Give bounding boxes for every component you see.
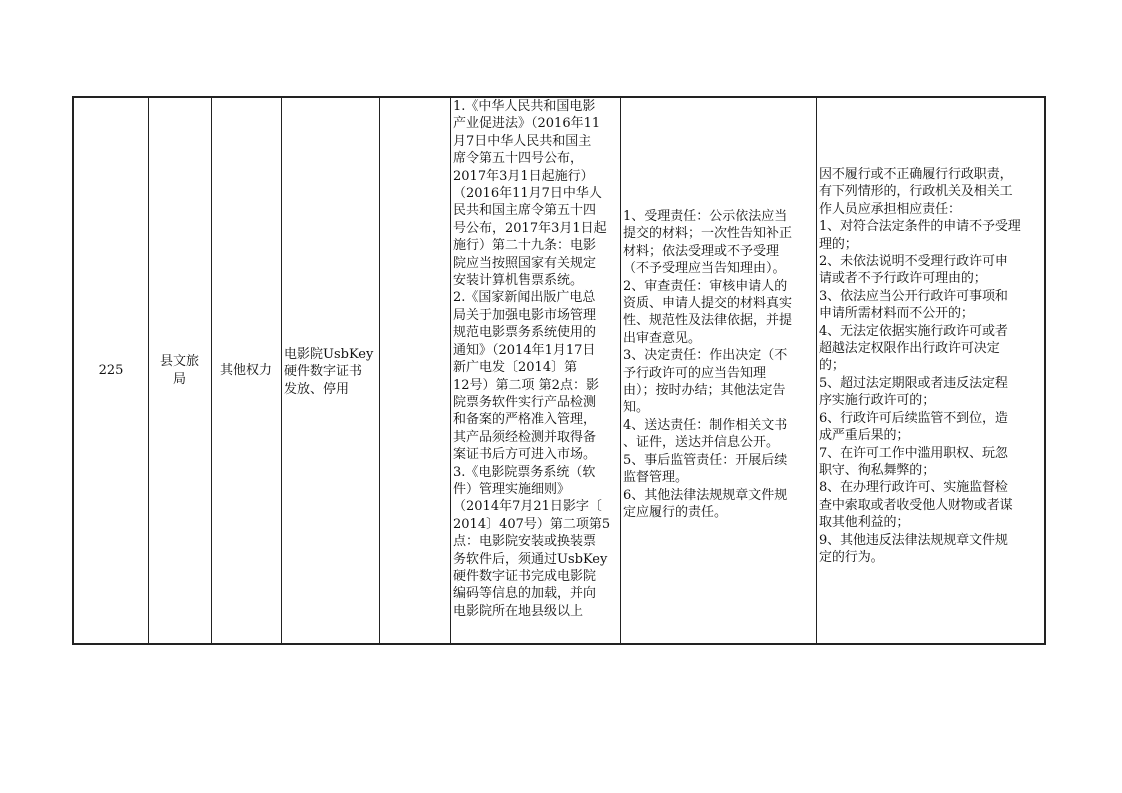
duty-line: 提交的材料；一次性告知补正 [623,226,793,242]
legal-basis-line: （2014年7月21日影字〔 [453,499,602,515]
duty-text [623,208,813,521]
accountability-line: 有下列情形的，行政机关及相关工 [819,184,1013,200]
legal-basis-line: 2.《国家新闻出版广电总 [453,290,596,306]
accountability-line: 8、在办理行政许可、实施监督检 [819,480,1008,496]
duty-line: 由）；按时办结；其他法定告 [623,383,786,399]
duty-line: 予行政许可的应当告知理 [623,365,767,381]
legal-basis-line: 新广电发〔2014〕第 [453,360,578,376]
accountability-line: 职守、徇私舞弊的； [819,462,936,478]
legal-basis-line: 通知》（2014年1月17日 [453,342,596,358]
legal-basis-line: 2017年3月1日起施行） [453,168,594,184]
duty-line: 监督管理。 [623,470,689,486]
duty-line: 5、事后监管责任：开展后续 [623,452,788,468]
duty-line: 、证件，送达并信息公开。 [623,435,780,451]
legal-basis-line: 务软件后，须通过UsbKey [453,551,608,567]
accountability-text [819,166,1043,566]
duty-line: 6、其他法律法规规章文件规 [623,487,788,503]
legal-basis-line: 号公布，2017年3月1日起 [453,220,607,236]
accountability-line: 4、无法定依据实施行政许可或者 [819,323,1008,339]
duty-line: 知。 [623,400,650,416]
duty-line: 3、决定责任：作出决定（不 [623,348,788,364]
accountability-line: 请或者不予行政许可理由的； [819,271,987,287]
power-type-cell [211,98,281,643]
accountability-line: 5、超过法定期限或者违反法定程 [819,375,1008,391]
accountability-line: 2、未依法说明不受理行政许可申 [819,254,1008,270]
legal-basis-line: 件）管理实施细则》 [453,481,571,497]
legal-basis-text [453,98,617,620]
department-name: 县文旅局 [159,354,199,387]
accountability-line: 的； [819,358,845,374]
accountability-line: 作人员应承担相应责任： [819,201,961,217]
duty-cell [620,98,816,643]
row-number-cell [74,98,148,643]
accountability-cell [816,98,1046,643]
legal-basis-line: 案证书后方可进入市场。 [453,447,597,463]
legal-basis-line: 点：电影院安装或换装票 [453,534,597,550]
accountability-line: 理的； [819,236,858,252]
duty-line: 性、规范性及法律依据，并提 [623,313,793,329]
legal-basis-line: 施行）第二十九条：电影 [453,238,597,254]
duty-line: 出审查意见。 [623,330,702,346]
duty-line: 1、受理责任：公示依法应当 [623,209,788,224]
item-name [284,346,377,398]
accountability-line: 申请所需材料而不公开的； [819,306,974,322]
item-code-cell [379,98,450,643]
legal-basis-line: 3.《电影院票务系统（软 [453,464,596,480]
accountability-line: 取其他利益的； [819,515,910,531]
legal-basis-line: 产业促进法》（2016年11 [453,116,601,132]
legal-basis-line: 2014〕407号）第二项第5 [453,516,611,532]
legal-basis-line: 民共和国主席令第五十四 [453,203,597,219]
legal-basis-line: 席令第五十四号公布， [453,151,584,167]
accountability-line: 成严重后果的； [819,428,910,444]
table-row [72,96,1046,645]
item-name-line: 电影院UsbKey [284,347,374,362]
accountability-line: 定的行为。 [819,549,884,565]
legal-basis-line: 电影院所在地县级以上 [453,603,584,619]
legal-basis-line: 局关于加强电影市场管理 [453,307,597,323]
legal-basis-line: 其产品须经检测并取得备 [453,429,597,445]
legal-basis-line: 1.《中华人民共和国电影 [453,99,596,114]
department-cell [148,98,211,643]
accountability-line: 6、行政许可后续监管不到位，造 [819,410,1008,426]
duty-line: 定应履行的责任。 [623,504,728,520]
duty-line: 4、送达责任：制作相关文书 [623,417,788,433]
duty-line: 资质、申请人提交的材料真实 [623,296,793,312]
duty-line: （不予受理应当告知理由）。 [623,261,786,277]
accountability-line: 查中索取或者收受他人财物或者谋 [819,497,1013,513]
power-type: 其他权力 [219,362,272,378]
item-name-cell [281,98,379,643]
duty-line: 材料；依法受理或不予受理 [623,243,780,259]
legal-basis-line: 硬件数字证书完成电影院 [453,568,597,584]
legal-basis-line: 院应当按照国家有关规定 [453,255,597,271]
legal-basis-line: 12号）第二项 第2点：影 [453,377,599,393]
legal-basis-line: 月7日中华人民共和国主 [453,133,592,149]
legal-basis-line: （2016年11月7日中华人 [453,186,602,202]
legal-basis-line: 院票务软件实行产品检测 [453,394,597,410]
item-name-line: 硬件数字证书 [284,364,363,380]
accountability-line: 3、依法应当公开行政许可事项和 [819,288,1008,304]
item-name-line: 发放、停用 [284,381,350,397]
accountability-line: 7、在许可工作中滥用职权、玩忽 [819,445,1008,461]
accountability-line: 1、对符合法定条件的申请不予受理 [819,219,1021,235]
accountability-line: 9、其他违反法律法规规章文件规 [819,532,1008,548]
legal-basis-line: 编码等信息的加载，并向 [453,586,597,602]
accountability-line: 因不履行或不正确履行行政职责， [819,167,1013,182]
accountability-line: 超越法定权限作出行政许可决定 [819,341,1000,357]
legal-basis-line: 和备案的严格准入管理， [453,412,597,428]
accountability-line: 序实施行政许可的； [819,393,936,409]
legal-basis-line: 安装计算机售票系统。 [453,273,584,289]
row-number: 225 [98,362,124,378]
duty-line: 2、审查责任：审核申请人的 [623,278,788,294]
legal-basis-cell [450,98,620,643]
legal-basis-line: 规范电影票务系统使用的 [453,325,597,341]
